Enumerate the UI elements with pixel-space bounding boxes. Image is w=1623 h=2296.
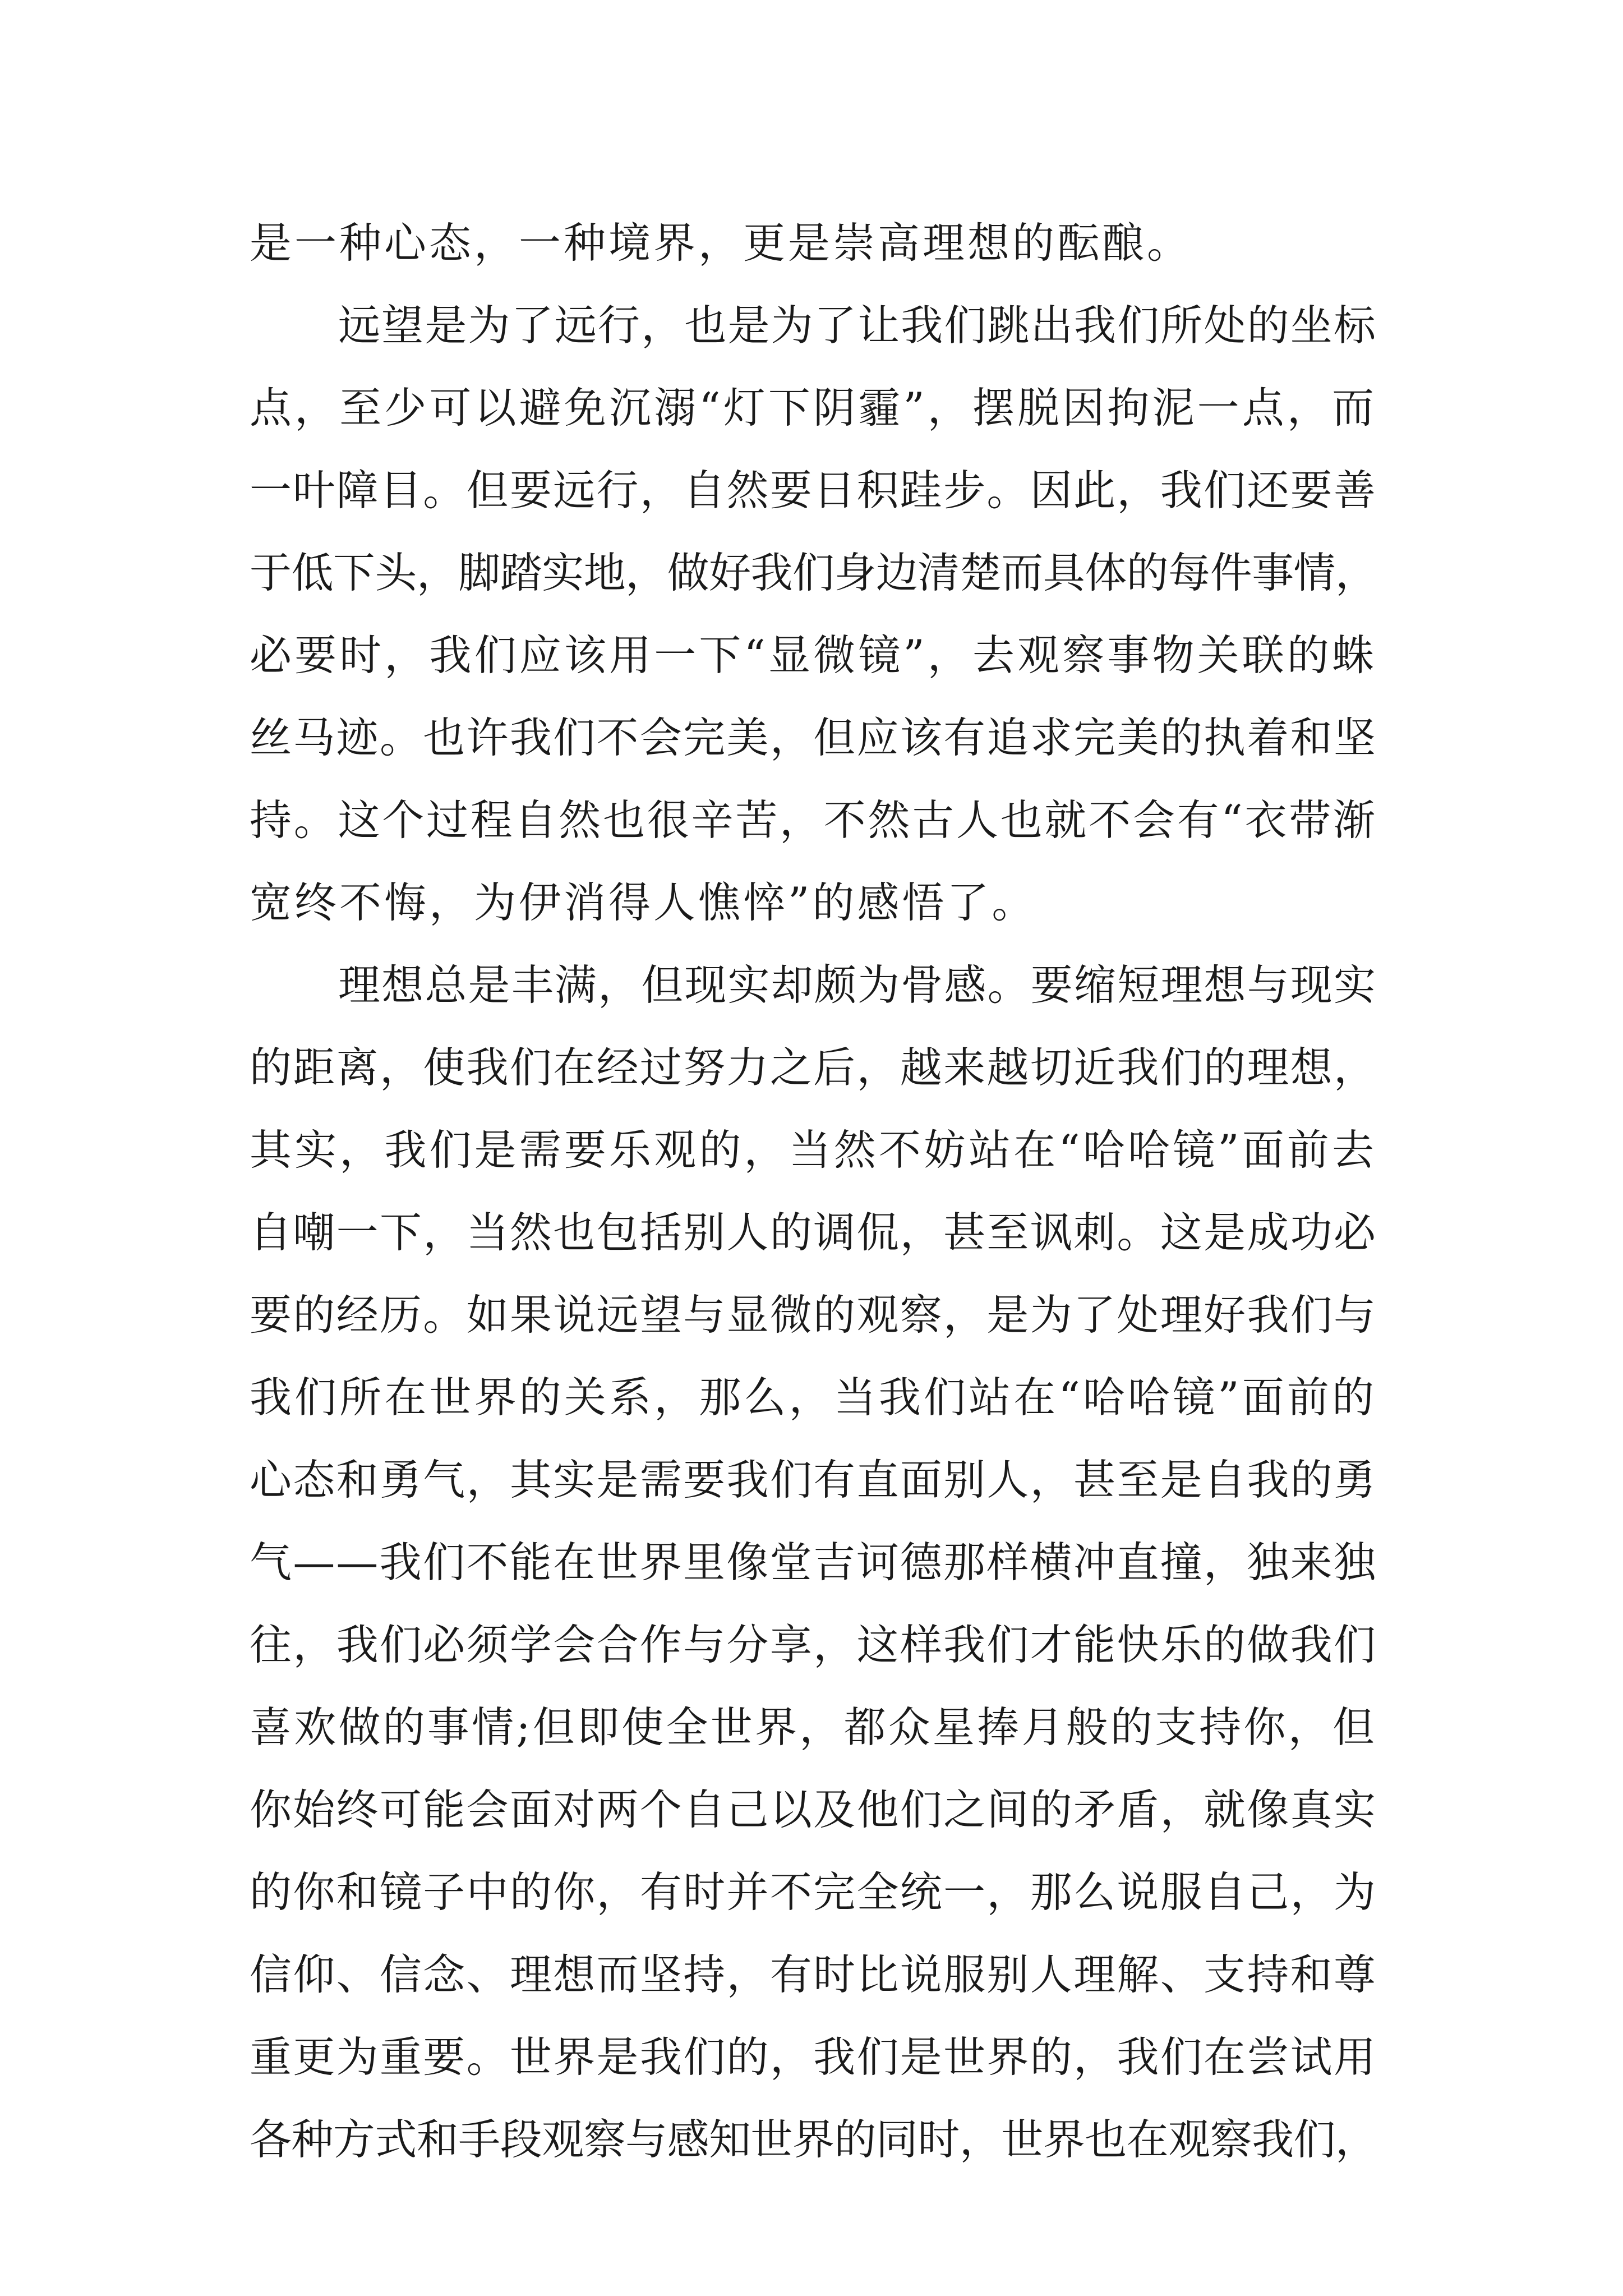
text-line: 宽终不悔，为伊消得人憔悴”的感悟了。 (250, 878, 1037, 927)
text-line: 的距离，使我们在经过努力之后，越来越切近我们的理想， (250, 1043, 1377, 1092)
paragraph-first-line: 理想总是丰满，但现实却颇为骨感。要缩短理想与现实 (338, 960, 1377, 1010)
text-line: 其实，我们是需要乐观的，当然不妨站在“哈哈镜”面前去 (250, 1125, 1377, 1175)
text-line: 心态和勇气，其实是需要我们有直面别人，甚至是自我的勇 (250, 1455, 1377, 1504)
text-line: 自嘲一下，当然也包括别人的调侃，甚至讽刺。这是成功必 (250, 1208, 1377, 1257)
text-line: 要的经历。如果说远望与显微的观察，是为了处理好我们与 (250, 1290, 1377, 1340)
text-line: 持。这个过程自然也很辛苦，不然古人也就不会有“衣带渐 (250, 795, 1377, 845)
text-line: 我们所在世界的关系，那么，当我们站在“哈哈镜”面前的 (250, 1373, 1377, 1422)
text-line: 气——我们不能在世界里像堂吉诃德那样横冲直撞，独来独 (250, 1538, 1377, 1587)
text-line: 喜欢做的事情;但即使全世界，都众星捧月般的支持你，但 (250, 1703, 1377, 1752)
paragraph-first-line: 远望是为了远行，也是为了让我们跳出我们所处的坐标 (338, 301, 1377, 350)
text-line: 各种方式和手段观察与感知世界的同时，世界也在观察我们， (250, 2115, 1377, 2164)
text-line: 你始终可能会面对两个自己以及他们之间的矛盾，就像真实 (250, 1785, 1377, 1834)
text-line: 必要时，我们应该用一下“显微镜”，去观察事物关联的蛛 (250, 631, 1377, 680)
text-line: 丝马迹。也许我们不会完美，但应该有追求完美的执着和坚 (250, 713, 1377, 762)
text-line: 点，至少可以避免沉溺“灯下阴霾”，摆脱因拘泥一点，而 (250, 383, 1377, 432)
text-line: 一叶障目。但要远行，自然要日积跬步。因此，我们还要善 (250, 466, 1377, 515)
text-line: 往，我们必须学会合作与分享，这样我们才能快乐的做我们 (250, 1620, 1377, 1669)
text-line: 的你和镜子中的你，有时并不完全统一，那么说服自己，为 (250, 1867, 1377, 1917)
text-line: 于低下头，脚踏实地，做好我们身边清楚而具体的每件事情， (250, 548, 1377, 597)
body-text (250, 202, 1377, 2181)
text-line: 信仰、信念、理想而坚持，有时比说服别人理解、支持和尊 (250, 1950, 1377, 1999)
text-line: 是一种心态，一种境界，更是崇高理想的酝酿。 (250, 218, 1192, 268)
text-line: 重更为重要。世界是我们的，我们是世界的，我们在尝试用 (250, 2032, 1377, 2082)
